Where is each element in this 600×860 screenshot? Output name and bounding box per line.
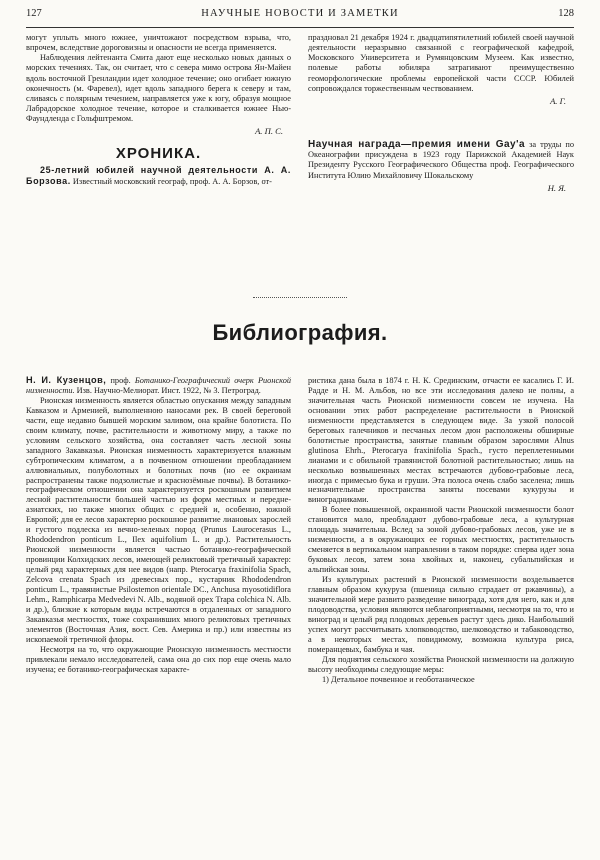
top-right-column bbox=[308, 33, 574, 197]
signature: А. П. С. bbox=[255, 126, 283, 137]
prize-text: за труды по Океанографии присуждена в 1923 году Парижской Академией Наук Президенту Русского Географического Общества проф. Географического Института Юлию Михайловичу Шокальскому bbox=[308, 140, 574, 180]
signature: А. Г. bbox=[550, 95, 566, 106]
paragraph: Из культурных растений в Рионской низменности возделывается главным образом кукуруза (пшеница сильно страдает от ржавчины), а значительной мере развито разведение винограда, хотя для него, как и для плодоводства, условия являются неблагоприятными, несмотря на то, что и виноград и целый ряд плодовых деревьев растут здесь дико. Наибольший успех могут рассчитывать хлопководство, шелководство и табаководство, а в некоторых местах, повидимому, возможна культура риса, померанцевых, бамбука и чая. bbox=[308, 575, 574, 654]
bibliography-right-column bbox=[308, 376, 574, 685]
page-header bbox=[26, 8, 574, 24]
signature: Н. Я. bbox=[547, 182, 566, 193]
prize-heading: Научная награда—премия имени Gay'a bbox=[308, 139, 526, 151]
paragraph: Наблюдения лейтенанта Смита дают еще несколько новых данных о морских течениях. Так, он считает, что с севера мимо острова Ян-Майен вдоль восточной Гренландии идет холодное течение; оно огибает южную оконечность (м. Фаревел), идет вдоль западного берега к северу и там, сливаясь с полярным течением, направляется уже к югу, образуя мощное Лабрадорское холодное течение, которое и сталкивается южнее Нью-Фаундленда с Гольфштремом. bbox=[26, 53, 291, 124]
paragraph: ристика дана была в 1874 г. Н. К. Срединским, отчасти ее касались Г. И. Радде и Н. М. Альбов, но все эти исследования далеко не полны, а значительная часть Рионской низменности совсем не изучена. На основании этих работ распределение растительности в Рионской низменности представляется в следующем виде. За узкой полосой береговых галечников и песчаных лесом дюн расположены обширные болотистые пространства, занятые главным образом зарослями Alnus glutinosa Ehrh., Pterocarya fraxinifolia Spach., густо переплетенными лианами и с обильной травянистой болотной растительностью; лишь на несколько возвышенных местах встречаются дубово-грабовые леса, иногда с примесью бука и груши. Эта полоса очень слабо заселена; лишь незначительные пространства заняты посевами кукурузы и виноградниками. bbox=[308, 376, 574, 505]
review-author: Н. И. Кузенцов, bbox=[26, 375, 107, 385]
paragraph: Несмотря на то, что окружающие Рионскую низменность местности привлекали немало исследователей, сама она до сих пор еще очень мало изучена; ее ботанико-географическая характе- bbox=[26, 644, 291, 674]
top-left-column bbox=[26, 33, 291, 187]
section-divider bbox=[253, 297, 347, 298]
chronicle-heading: ХРОНИКА. bbox=[115, 144, 202, 162]
bibliography-heading: Библиография. bbox=[212, 320, 388, 345]
jubilee-text: Известный московский географ, проф. А. А. Борзов, от- bbox=[72, 176, 272, 186]
paragraph: Для поднятия сельского хозяйства Рионской низменности на должную высоту необходимы следующие меры: bbox=[308, 654, 574, 674]
paragraph: праздновал 21 декабря 1924 г. двадцатипятилетний юбилей своей научной деятельности неразрывно связанной с географической кафедрой, Московского Университета и Румянцовским Музеем. Как известно, полевые работы юбиляра затрагивают преимущественно геоморфологические проблемы европейской части СССР. Юбилей сопровождался торжественным чествованием. bbox=[308, 33, 574, 93]
paragraph: Рионская низменность является областью опускания между западным Кавказом и Арменией, выполненною наносами рек. В своей береговой части, еще недавно бывшей морским заливом, она крайне болотиста. По своим климату, почве, растительности и животному миру, а также по условиям сельского хозяйства, она составляет часть лесной зоны западного Закавказья. Рионская низменность характеризуется влажным субтропическим климатом, а в почвенном отношении преобладанием аллювиальных, полуболотных и болотных почв (но ее окраинам распространены также подзолистые и краснозёмные почвы). В ботанико-географическом отношении она характеризуется роскошным развитием лесной растительности большей частью из форм местных и передне-азиатских, но также многих общих с средней и, особенно, южной Европой; для ее лесов характерно роскошное развитие лиановых зарослей и густого подлеска из вечно-зеленых пород (Prunus Laurocerasus L., Rhododendron ponticum L., Ilex aquifolium L. и др.). Растительность Рионской низменности является частью ботанико-географической провинции Колхидских лесов, имеющей реликтовый третичный характер: целый ряд характерных для нее видов (напр. Pterocarya fraxinifolia Spach, Zelcova crenata Spach из древесных пор., кустарник Rhododendron ponticum L., травянистые Psilostemon orientale DC., Anchusa myosotidiflora Lehm., Ramphicarpa Medvedevi N. Alb., водяной орех Trapa colchica N. Alb. и др.), близкие к которым виды встречаются в отдаленных от западного Закавказья местностях, тоже сохранивших много реликтовых третичных элементов (Восточная Азия, вост. Сев. Америка и пр.) или известны из ископаемой третичной флоры. bbox=[26, 395, 291, 644]
paragraph: могут уплыть много южнее, уничтожают посредством взрыва, что, впрочем, вследствие дороговизны и опасности не всегда применяется. bbox=[26, 33, 291, 53]
page-number-left: 127 bbox=[26, 8, 42, 19]
jubilee-heading: 25-летний юбилей научной деятельности А. А. Борзова. bbox=[26, 164, 291, 186]
author-title: проф. bbox=[110, 376, 131, 385]
work-title: Ботанико-Географический очерк Рионской низменности. bbox=[26, 376, 291, 395]
page-number-right: 128 bbox=[558, 8, 574, 19]
paragraph: 1) Детальное почвенное и геоботаническое bbox=[322, 674, 475, 684]
bibliography-left-column bbox=[26, 376, 291, 675]
paragraph: В более повышенной, окраинной части Рионской низменности болот становится мало, преобладают дубово-грабовые леса, а культурная площадь значительна. Вслед за зоной дубово-грабовых лесов, уже не в низменности, а в окружающих ее горных местностях, растительность сменяется в вертикальном направлении в таком порядке: сперва идет зона буковых лесов, затем зона хвойных и, наконец, субальпийская и альпийская зоны. bbox=[308, 505, 574, 575]
publisher: Изв. Научно-Мелиорат. Инст. 1922, № 3. Петроград. bbox=[76, 385, 261, 395]
running-title: НАУЧНЫЕ НОВОСТИ И ЗАМЕТКИ bbox=[201, 8, 399, 19]
header-rule bbox=[26, 27, 574, 28]
